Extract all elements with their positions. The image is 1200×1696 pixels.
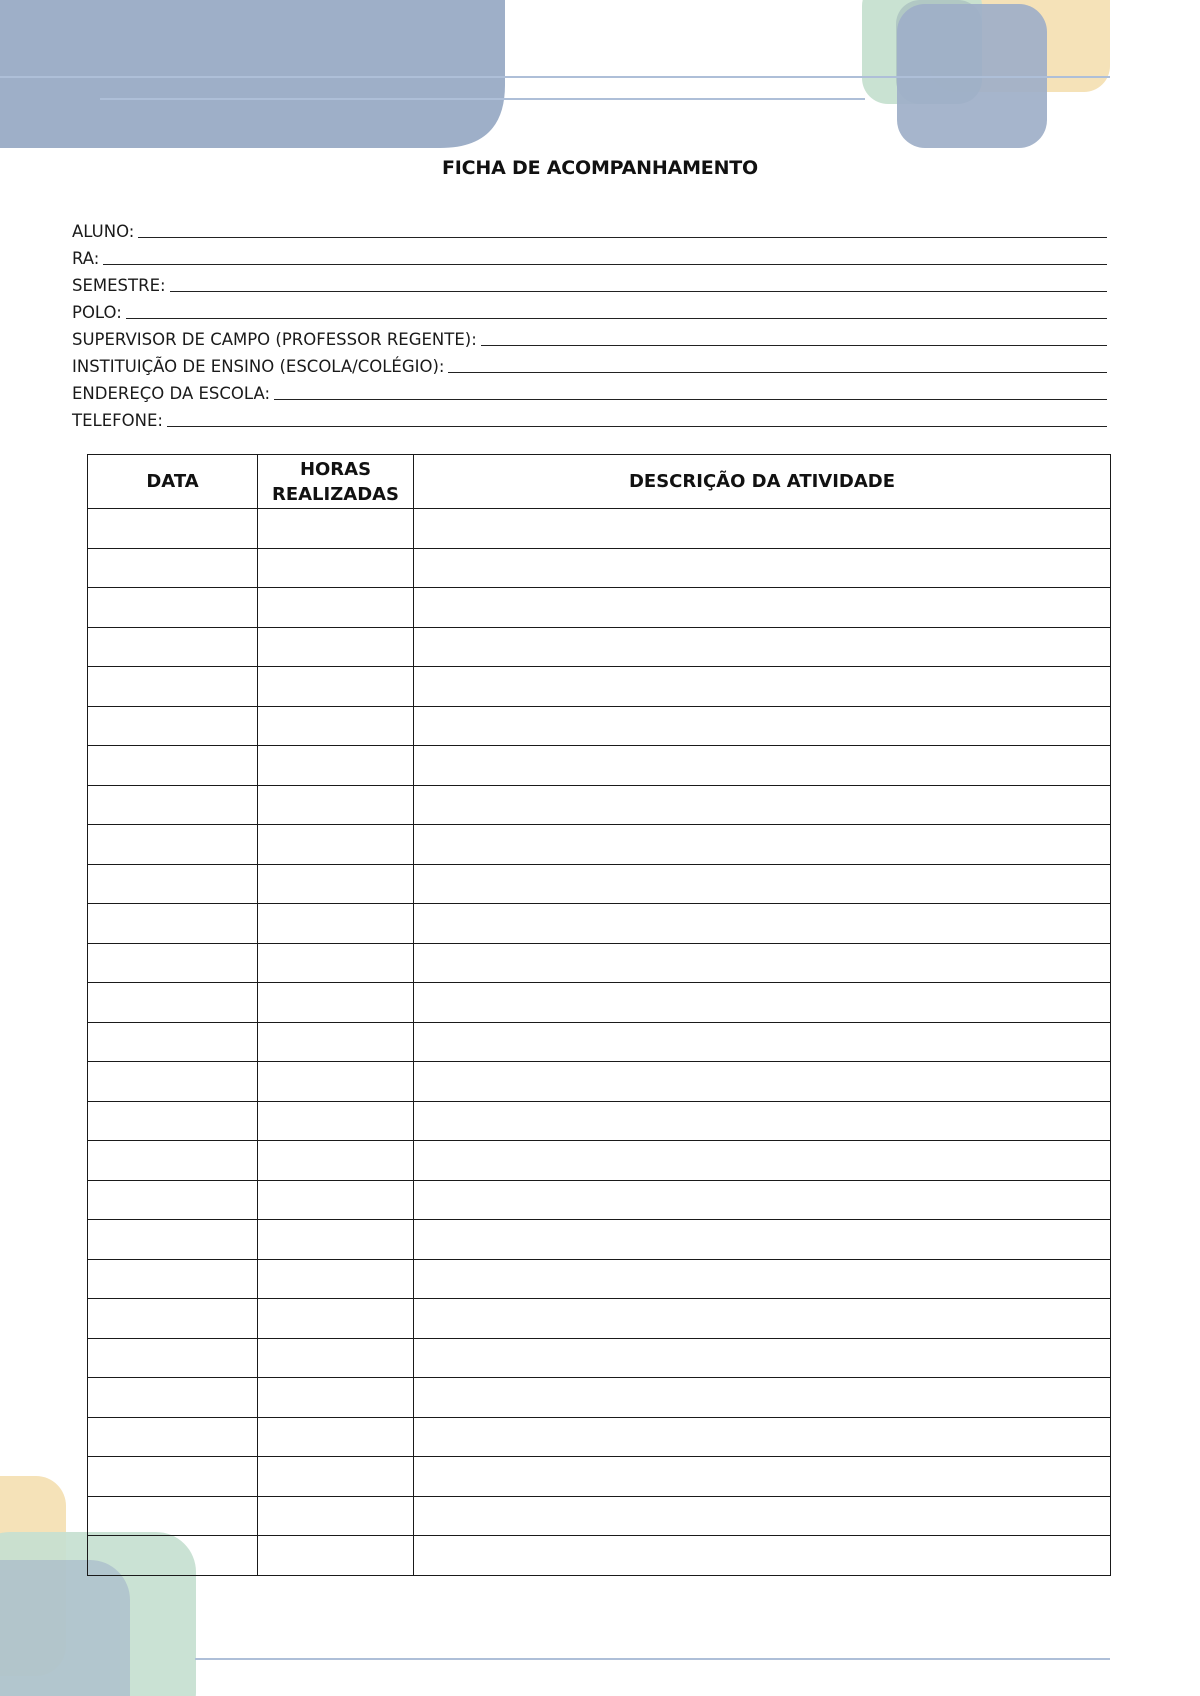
cell-data[interactable] [88,1457,258,1497]
cell-horas[interactable] [258,706,414,746]
cell-descricao[interactable] [414,864,1111,904]
table-row [88,1180,1111,1220]
table-row [88,706,1111,746]
cell-descricao[interactable] [414,746,1111,786]
cell-descricao[interactable] [414,904,1111,944]
cell-data[interactable] [88,1536,258,1576]
cell-data[interactable] [88,1496,258,1536]
cell-descricao[interactable] [414,1457,1111,1497]
table-row [88,1338,1111,1378]
header-descricao: DESCRIÇÃO DA ATIVIDADE [414,455,1111,509]
field-ra [72,241,1107,268]
cell-data[interactable] [88,1141,258,1181]
top-left-blue-shape [0,0,505,148]
cell-descricao[interactable] [414,1496,1111,1536]
page-title: FICHA DE ACOMPANHAMENTO [442,157,758,179]
field-label-aluno: ALUNO: [72,222,135,241]
cell-horas[interactable] [258,1536,414,1576]
field-aluno [72,214,1107,241]
header-horas-line2: REALIZADAS [271,483,400,505]
field-blank-supervisor[interactable] [481,330,1107,346]
table-header-row [88,455,1111,509]
cell-descricao[interactable] [414,1141,1111,1181]
field-blank-semestre[interactable] [170,276,1107,292]
field-blank-ra[interactable] [103,249,1107,265]
student-info-fields [72,214,1107,430]
cell-horas[interactable] [258,1417,414,1457]
table-row [88,1536,1111,1576]
cell-descricao[interactable] [414,588,1111,628]
table-row [88,864,1111,904]
field-blank-instituicao[interactable] [448,357,1107,373]
cell-descricao[interactable] [414,667,1111,707]
table-row [88,943,1111,983]
cell-data[interactable] [88,1101,258,1141]
cell-descricao[interactable] [414,627,1111,667]
cell-horas[interactable] [258,1299,414,1339]
field-label-polo: POLO: [72,303,122,322]
field-label-supervisor: SUPERVISOR DE CAMPO (PROFESSOR REGENTE): [72,330,477,349]
table-row [88,1496,1111,1536]
table-row [88,904,1111,944]
cell-horas[interactable] [258,588,414,628]
cell-data[interactable] [88,904,258,944]
cell-horas[interactable] [258,983,414,1023]
table-row [88,1259,1111,1299]
cell-data[interactable] [88,1338,258,1378]
cell-horas[interactable] [258,904,414,944]
cell-horas[interactable] [258,1141,414,1181]
table-row [88,746,1111,786]
field-instituicao [72,349,1107,376]
cell-horas[interactable] [258,509,414,549]
cell-data[interactable] [88,1180,258,1220]
field-blank-aluno[interactable] [138,222,1107,238]
field-telefone [72,403,1107,430]
table-row [88,1457,1111,1497]
cell-data[interactable] [88,983,258,1023]
cell-descricao[interactable] [414,1180,1111,1220]
header-horas-line1: HORAS [299,458,372,480]
cell-data[interactable] [88,1299,258,1339]
table-row [88,548,1111,588]
table-row [88,509,1111,549]
cell-horas[interactable] [258,627,414,667]
cell-data[interactable] [88,588,258,628]
table-row [88,825,1111,865]
cell-horas[interactable] [258,1496,414,1536]
table-row [88,1378,1111,1418]
cell-data[interactable] [88,1417,258,1457]
cell-data[interactable] [88,1259,258,1299]
cell-horas[interactable] [258,1220,414,1260]
cell-descricao[interactable] [414,548,1111,588]
table-row [88,1022,1111,1062]
footer-rule [0,1657,1200,1661]
table-row [88,1141,1111,1181]
table-row [88,1417,1111,1457]
cell-data[interactable] [88,548,258,588]
cell-horas[interactable] [258,1338,414,1378]
cell-data[interactable] [88,1220,258,1260]
table-row [88,1299,1111,1339]
field-supervisor [72,322,1107,349]
cell-data[interactable] [88,1062,258,1102]
cell-descricao[interactable] [414,1299,1111,1339]
activity-table [87,454,1111,1576]
field-blank-polo[interactable] [126,303,1107,319]
cell-data[interactable] [88,864,258,904]
cell-data[interactable] [88,825,258,865]
header-data: DATA [88,455,258,509]
cell-descricao[interactable] [414,1062,1111,1102]
cell-descricao[interactable] [414,983,1111,1023]
cell-data[interactable] [88,1378,258,1418]
cell-descricao[interactable] [414,1259,1111,1299]
field-endereco [72,376,1107,403]
field-label-endereco: ENDEREÇO DA ESCOLA: [72,384,271,403]
cell-data[interactable] [88,746,258,786]
cell-horas[interactable] [258,1259,414,1299]
table-row [88,667,1111,707]
activity-table-body [88,509,1111,1576]
cell-horas[interactable] [258,785,414,825]
header-horas-realizadas [258,455,414,509]
table-row [88,1062,1111,1102]
cell-descricao[interactable] [414,943,1111,983]
table-row [88,1101,1111,1141]
cell-horas[interactable] [258,746,414,786]
cell-descricao[interactable] [414,785,1111,825]
cell-data[interactable] [88,667,258,707]
cell-data[interactable] [88,627,258,667]
cell-data[interactable] [88,1022,258,1062]
field-label-telefone: TELEFONE: [72,411,163,430]
cell-horas[interactable] [258,667,414,707]
cell-descricao[interactable] [414,1022,1111,1062]
cell-horas[interactable] [258,1457,414,1497]
cell-descricao[interactable] [414,1536,1111,1576]
field-blank-telefone[interactable] [167,411,1107,427]
header-decoration [0,0,1200,160]
cell-descricao[interactable] [414,509,1111,549]
cell-horas[interactable] [258,825,414,865]
cell-horas[interactable] [258,943,414,983]
cell-horas[interactable] [258,1101,414,1141]
cell-horas[interactable] [258,1062,414,1102]
field-label-instituicao: INSTITUIÇÃO DE ENSINO (ESCOLA/COLÉGIO): [72,357,445,376]
field-semestre [72,268,1107,295]
field-blank-endereco[interactable] [274,384,1107,400]
table-row [88,627,1111,667]
cell-descricao[interactable] [414,825,1111,865]
cell-horas[interactable] [258,1378,414,1418]
cell-horas[interactable] [258,864,414,904]
table-row [88,1220,1111,1260]
cell-horas[interactable] [258,548,414,588]
cell-descricao[interactable] [414,1417,1111,1457]
field-polo [72,295,1107,322]
cell-descricao[interactable] [414,1220,1111,1260]
cell-horas[interactable] [258,1022,414,1062]
table-row [88,785,1111,825]
table-row [88,588,1111,628]
cell-descricao[interactable] [414,1338,1111,1378]
cell-descricao[interactable] [414,1101,1111,1141]
cell-data[interactable] [88,509,258,549]
cell-data[interactable] [88,706,258,746]
table-row [88,983,1111,1023]
field-label-ra: RA: [72,249,100,268]
cell-descricao[interactable] [414,1378,1111,1418]
field-label-semestre: SEMESTRE: [72,276,166,295]
cell-descricao[interactable] [414,706,1111,746]
bottom-left-blue-shape [0,1560,130,1696]
cell-horas[interactable] [258,1180,414,1220]
cell-data[interactable] [88,785,258,825]
cell-data[interactable] [88,943,258,983]
